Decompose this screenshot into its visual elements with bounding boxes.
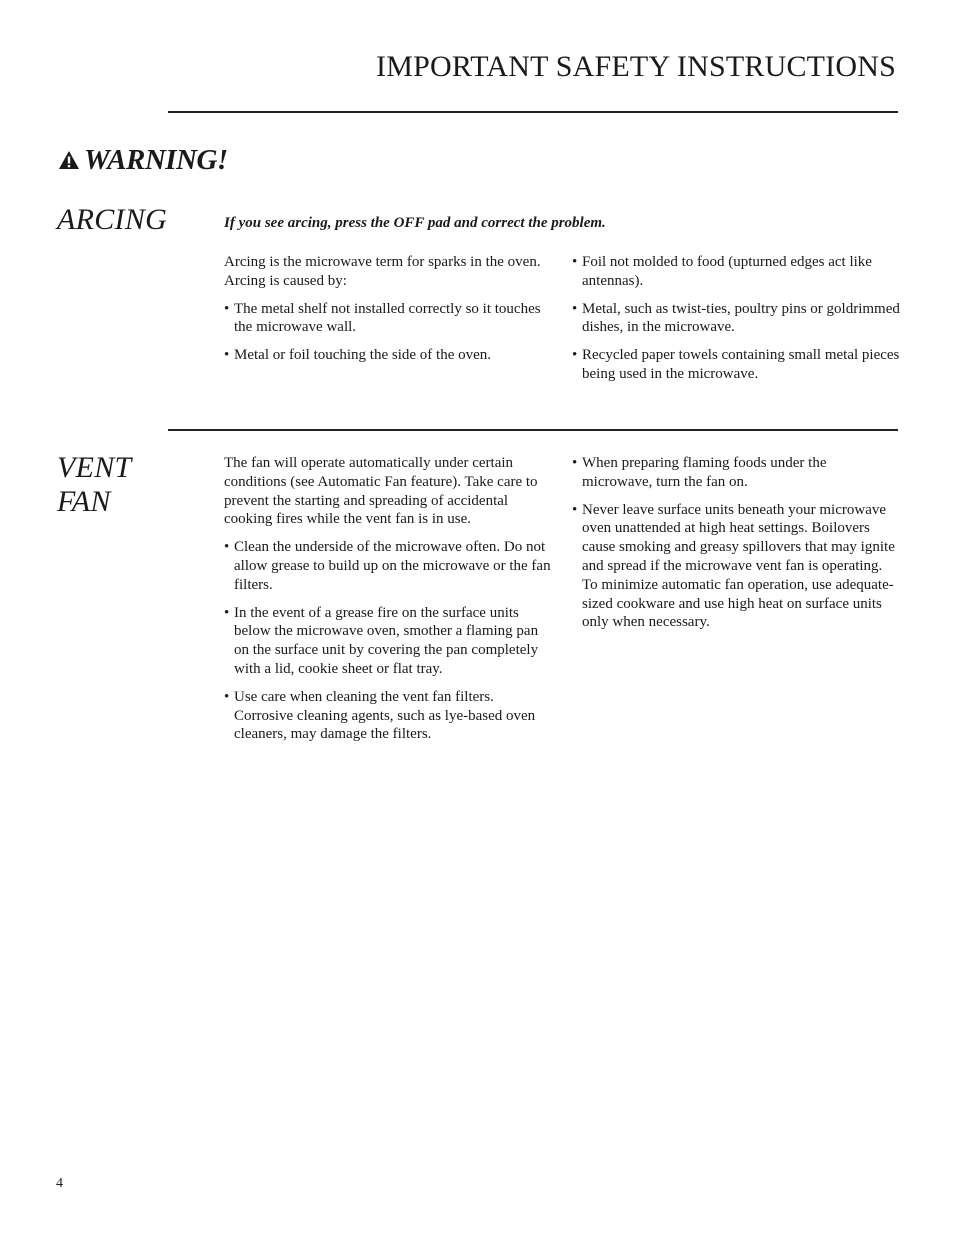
arcing-intro: If you see arcing, press the OFF pad and correct the problem.	[224, 215, 606, 231]
vent-fan-left-list	[224, 538, 552, 744]
arcing-right-column	[572, 253, 900, 393]
vent-fan-left-column	[224, 454, 552, 753]
vent-fan-paragraph: The fan will operate automatically under certain conditions (see Automatic Fan feature). Take care to prevent the starting and spreading of accidental cooking fires while the vent fan is in use.	[224, 455, 538, 528]
arcing-right-list	[572, 253, 900, 384]
list-item: • Recycled paper towels containing small metal pieces being used in the microwave.	[572, 346, 900, 384]
list-item: • In the event of a grease fire on the surface units below the microwave oven, smother a flaming pan on the surface unit by covering the pan completely with a lid, cookie sheet or flat tray.	[224, 604, 552, 679]
warning-heading	[58, 144, 228, 177]
warning-label: WARNING!	[84, 144, 228, 176]
list-item: • Metal, such as twist-ties, poultry pins or goldrimmed dishes, in the microwave.	[572, 300, 900, 338]
list-item: • Use care when cleaning the vent fan filters. Corrosive cleaning agents, such as lye-based oven cleaners, may damage the filters.	[224, 688, 552, 744]
list-item: • Foil not molded to food (upturned edges act like antennas).	[572, 253, 900, 291]
arcing-left-column	[224, 253, 552, 374]
list-item: • Clean the underside of the microwave often. Do not allow grease to build up on the microwave or the fan filters.	[224, 538, 552, 594]
warning-triangle-icon	[58, 150, 80, 170]
list-item: • Never leave surface units beneath your microwave oven unattended at high heat settings. Boilovers cause smoking and greasy spillovers that may ignite and spread if the microwave vent fan is operating. To minimize automatic fan operation, use adequate-sized cookware and use high heat on surface units only when necessary.	[572, 501, 900, 633]
section-divider	[168, 429, 898, 431]
list-item: • Metal or foil touching the side of the oven.	[224, 346, 552, 365]
list-item: • When preparing flaming foods under the microwave, turn the fan on.	[572, 454, 900, 492]
page-number: 4	[56, 1176, 63, 1191]
vent-fan-title-line2: FAN	[57, 485, 111, 518]
list-item: • The metal shelf not installed correctly so it touches the microwave wall.	[224, 300, 552, 338]
arcing-section-title: ARCING	[57, 203, 168, 236]
page-title: IMPORTANT SAFETY INSTRUCTIONS	[376, 50, 896, 83]
vent-fan-section-title	[57, 451, 167, 519]
arcing-paragraph: Arcing is the microwave term for sparks in the oven. Arcing is caused by:	[224, 254, 541, 289]
vent-fan-right-column	[572, 454, 900, 641]
arcing-left-list	[224, 300, 552, 365]
vent-fan-title-line1: VENT	[57, 451, 132, 484]
header-divider	[168, 111, 898, 113]
vent-fan-right-list	[572, 454, 900, 632]
